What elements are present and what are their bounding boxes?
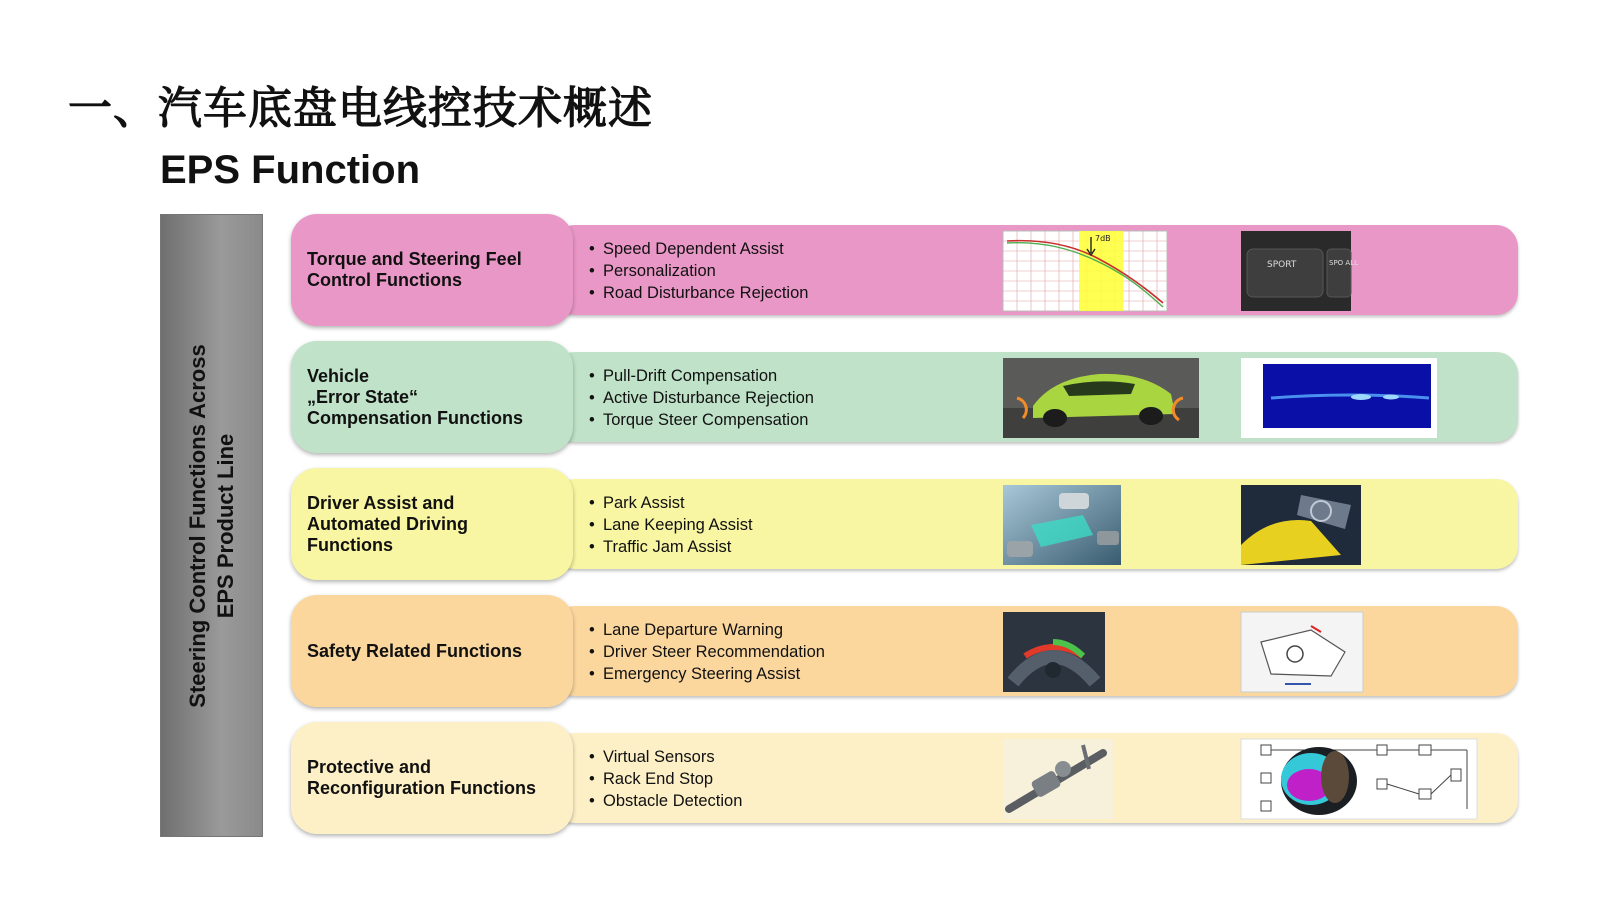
function-row-safety-related: [291, 595, 1518, 707]
steering-rack-image: [1003, 739, 1113, 819]
bullet-item: • Active Disturbance Rejection: [589, 387, 814, 409]
row-bullet-list: [589, 746, 742, 812]
row-label-box: [291, 595, 573, 707]
row-label-box: [291, 341, 573, 453]
sport-all-text: SPO ALL: [1329, 259, 1358, 267]
vehicle-diagram-image: [1241, 612, 1363, 692]
bullet-item: • Torque Steer Compensation: [589, 409, 814, 431]
park-assist-image: [1003, 485, 1121, 565]
row-label: Driver Assist and Automated Driving Functions: [307, 492, 469, 555]
bullet-item: • Emergency Steering Assist: [589, 663, 825, 685]
bullet-item: • Personalization: [589, 260, 808, 282]
row-label: Safety Related Functions: [307, 640, 523, 661]
motor-control-diagram-image: [1241, 739, 1477, 819]
graph-annotation: 7dB: [1095, 234, 1111, 243]
function-row-error-state-compensation: [291, 341, 1518, 453]
row-bullet-list: [589, 492, 753, 558]
sport-button-image: [1241, 231, 1358, 311]
car-photo-image: [1003, 358, 1199, 438]
function-row-driver-assist: [291, 468, 1518, 580]
bullet-item: • Obstacle Detection: [589, 790, 742, 812]
row-bullet-list: [589, 238, 808, 304]
bullet-item: • Pull-Drift Compensation: [589, 365, 814, 387]
bullet-item: • Park Assist: [589, 492, 753, 514]
dashboard-warning-image: [1003, 612, 1105, 692]
side-category-bar: [160, 214, 263, 837]
steering-system-image: [1241, 485, 1361, 565]
bullet-item: • Lane Keeping Assist: [589, 514, 753, 536]
side-label-line2: EPS Product Line: [212, 433, 238, 618]
page-subtitle: EPS Function: [160, 148, 420, 192]
assist-curve-graph-image: [1003, 231, 1167, 311]
row-label: Vehicle „Error State“ Compensation Functions: [307, 365, 523, 428]
row-label: Torque and Steering Feel Control Functions: [307, 249, 522, 290]
spectrogram-image: [1241, 358, 1437, 438]
bullet-item: • Traffic Jam Assist: [589, 536, 753, 558]
bullet-item: • Lane Departure Warning: [589, 619, 825, 641]
bullet-item: • Virtual Sensors: [589, 746, 742, 768]
function-row-protective-reconfiguration: [291, 722, 1518, 834]
row-label-box: [291, 214, 573, 326]
row-label-box: [291, 468, 573, 580]
side-label-line1: Steering Control Functions Across: [184, 343, 210, 708]
row-bullet-list: [589, 619, 825, 685]
row-bullet-list: [589, 365, 814, 431]
page-title-chinese: 一、汽车底盘电线控技术概述: [68, 83, 653, 134]
row-label-box: [291, 722, 573, 834]
bullet-item: • Speed Dependent Assist: [589, 238, 808, 260]
bullet-item: • Road Disturbance Rejection: [589, 282, 808, 304]
sport-button-text: SPORT: [1267, 260, 1297, 270]
function-row-torque-steering-feel: [291, 214, 1518, 326]
row-label: Protective and Reconfiguration Functions: [307, 757, 536, 798]
bullet-item: • Rack End Stop: [589, 768, 742, 790]
bullet-item: • Driver Steer Recommendation: [589, 641, 825, 663]
side-category-label: [184, 344, 240, 707]
